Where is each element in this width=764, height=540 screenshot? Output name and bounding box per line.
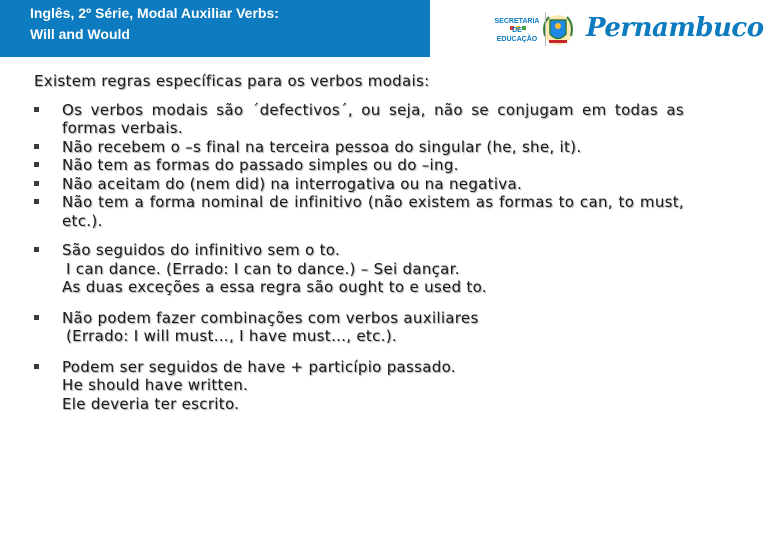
rule-example: He should have written. <box>62 376 249 394</box>
slide-title <box>30 3 370 45</box>
rules-list <box>34 101 684 231</box>
rule-text: São seguidos do infinitivo sem o to. <box>62 241 341 259</box>
rule-text: Podem ser seguidos de have + particípio passado. <box>62 357 456 376</box>
rules-list-2 <box>34 241 684 413</box>
logo-panel <box>430 0 764 57</box>
rule-item-have-participle <box>34 358 684 414</box>
header-bar <box>0 0 764 57</box>
rule-item: Não tem a forma nominal de infinitivo (não existem as formas to can, to must, etc.). <box>34 193 684 230</box>
rule-note: As duas exceções a essa regra são ought to e used to. <box>62 278 487 296</box>
rule-text: Não podem fazer combinações com verbos auxiliares <box>62 308 479 327</box>
logo-divider <box>545 12 546 46</box>
slide-body <box>34 72 684 413</box>
pernambuco-logo: Pernambuco <box>586 13 764 43</box>
slide-title-line-2: Will and Would <box>30 26 130 42</box>
slide-title-line-1: Inglês, 2º Série, Modal Auxiliar Verbs: <box>30 5 279 21</box>
rule-example: (Errado: I will must…, I have must…, etc.). <box>66 327 397 345</box>
rule-item-infinitive <box>34 241 684 297</box>
rule-translation: Ele deveria ter escrito. <box>62 394 240 413</box>
rule-item: Os verbos modais são ´defectivos´, ou seja, não se conjugam em todas as formas verbais. <box>34 101 684 138</box>
rule-item-auxiliaries <box>34 309 684 346</box>
secretaria-label: SECRETARIA DE EDUCAÇÃO <box>494 18 540 43</box>
rule-item: Não aceitam do (nem did) na interrogativa ou na negativa. <box>34 175 684 194</box>
intro-text: Existem regras específicas para os verbos modais: <box>34 72 430 90</box>
rule-item: Não tem as formas do passado simples ou do –ing. <box>34 156 684 175</box>
rule-example: I can dance. (Errado: I can to dance.) – Sei dançar. <box>66 259 460 278</box>
rule-item: Não recebem o –s final na terceira pessoa do singular (he, she, it). <box>34 138 684 157</box>
